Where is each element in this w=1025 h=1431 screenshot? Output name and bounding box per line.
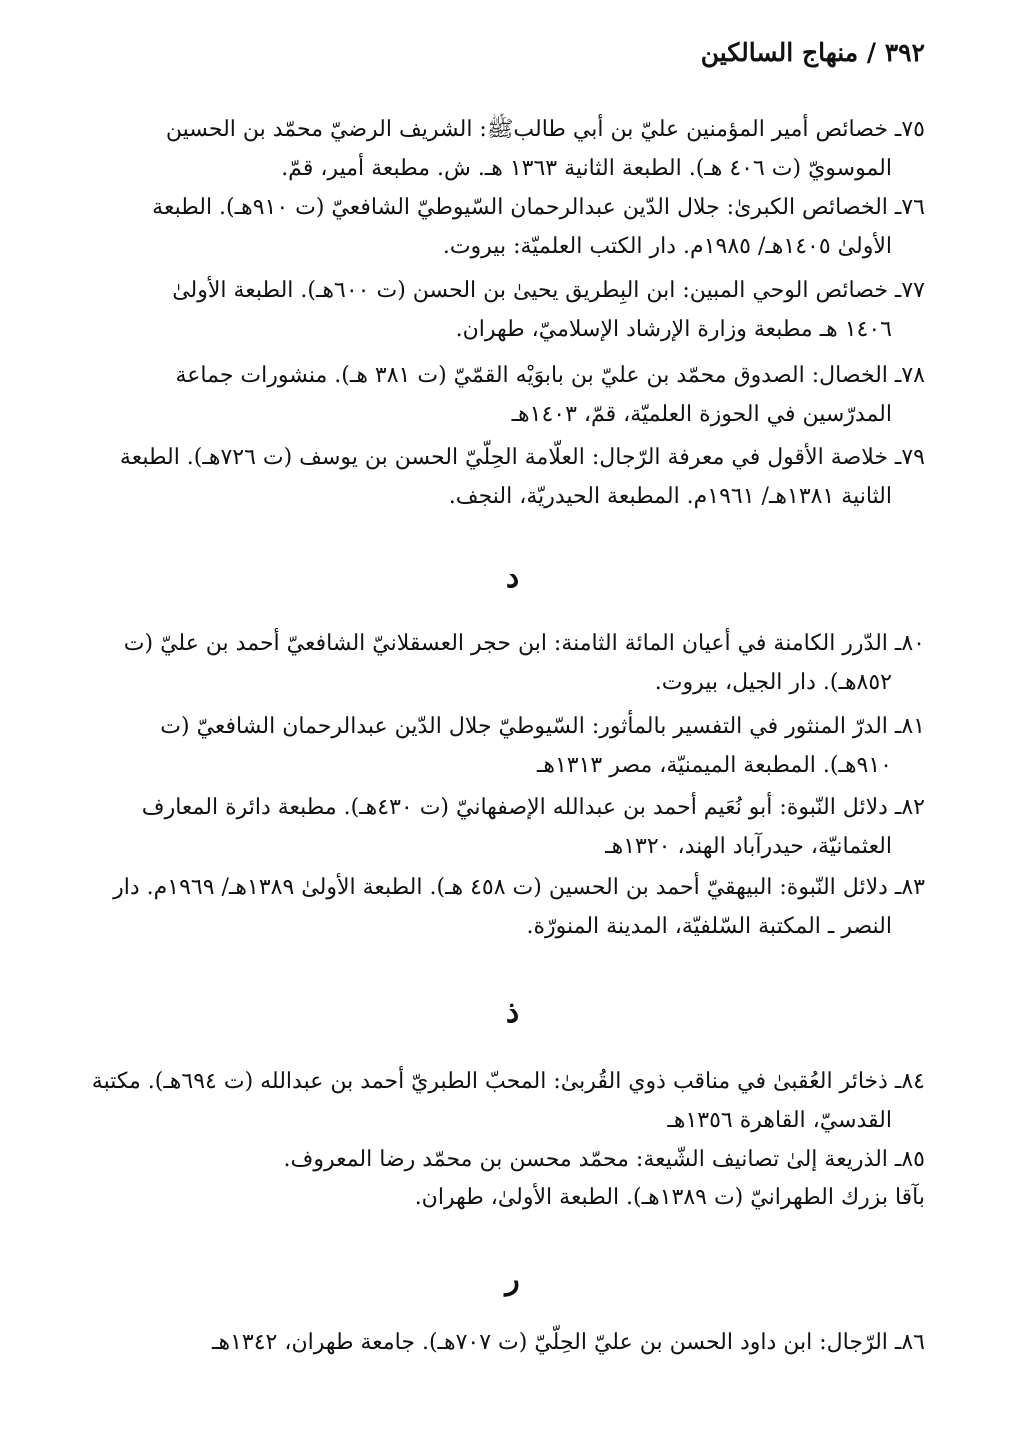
bibliography-entry	[100, 188, 925, 266]
bibliography-entry	[100, 624, 925, 702]
entry-line: ٩١٠هـ). المطبعة الميمنيّة، مصر ١٣١٣هـ	[536, 753, 892, 778]
entry-line: ٨٦ـ الرّجال: ابن داود الحسن بن عليّ الحِلّيّ (ت ٧٠٧هـ). جامعة طهران، ١٣٤٢هـ	[212, 1330, 925, 1355]
bibliography-entry	[100, 356, 925, 434]
entry-line: ٧٧ـ خصائص الوحي المبين: ابن البِطريق يحيىٰ بن الحسن (ت ٦٠٠هـ). الطبعة الأولىٰ	[172, 278, 925, 303]
entry-line: النصر ـ المكتبة السّلفيّة، المدينة المنورّة.	[526, 914, 892, 939]
entry-line: ٧٩ـ خلاصة الأقول في معرفة الرّجال: العلّامة الحِلّيّ الحسن بن يوسف (ت ٧٢٦هـ). الطبعة	[119, 445, 925, 470]
entry-line: العثمانيّة، حيدرآباد الهند، ١٣٢٠هـ	[605, 834, 892, 859]
entry-line: ٧٥ـ خصائص أمير المؤمنين عليّ بن أبي طالب‌‌‌‌‌‌‌ﷺ: الشريف الرضيّ محمّد بن الحسين	[165, 117, 925, 142]
entry-line: الثانية ١٣٨١هـ/ ١٩٦١م. المطبعة الحيدريّة، النجف.	[448, 484, 892, 509]
entry-line: المدرّسين في الحوزة العلميّة، قمّ، ١٤٠٣هـ	[511, 402, 892, 427]
entry-line: بآقا بزرك الطهرانيّ (ت ١٣٨٩هـ). الطبعة الأولىٰ، طهران.	[414, 1185, 925, 1210]
bibliography-entry	[100, 1323, 925, 1362]
bibliography-entry	[100, 1178, 925, 1217]
bibliography-entry	[100, 707, 925, 785]
bibliography-entry	[100, 271, 925, 349]
section-letter-ra: ر	[505, 1262, 520, 1297]
entry-line: ٧٨ـ الخصال: الصدوق محمّد بن عليّ بن بابوَيْه القمّيّ (ت ٣٨١ هـ). منشورات جماعة	[175, 363, 925, 388]
entry-line: ٨٣ـ دلائل النّبوة: البيهقيّ أحمد بن الحسين (ت ٤٥٨ هـ). الطبعة الأولىٰ ١٣٨٩هـ/ ١٩٦٩م. دار	[113, 875, 925, 900]
entry-line: القدسيّ، القاهرة ١٣٥٦هـ	[667, 1108, 892, 1133]
bibliography-entry	[100, 788, 925, 866]
section-letter-dal: د	[505, 560, 520, 595]
entry-line: ٧٦ـ الخصائص الكبرىٰ: جلال الدّين عبدالرحمان السّيوطيّ الشافعيّ (ت ٩١٠هـ). الطبعة	[152, 195, 925, 220]
entry-line: الموسويّ (ت ٤٠٦ هـ). الطبعة الثانية ١٣٦٣ هـ. ش. مطبعة أمير، قمّ.	[281, 156, 892, 181]
bibliography-entry	[100, 438, 925, 516]
bibliography-entry	[100, 1140, 925, 1179]
bibliography-entry	[100, 110, 925, 188]
section-letter-dhal: ذ	[505, 995, 520, 1030]
bibliography-entry	[91, 1062, 925, 1140]
entry-line: ٨٤ـ ذخائر العُقبىٰ في مناقب ذوي القُربىٰ: المحبّ الطبريّ أحمد بن عبدالله (ت ٦٩٤هـ). مكتبة	[91, 1069, 925, 1094]
entry-line: الأولىٰ ١٤٠٥هـ/ ١٩٨٥م. دار الكتب العلميّة: بيروت.	[442, 234, 892, 259]
entry-line: ٨١ـ الدرّ المنثور في التفسير بالمأثور: السّيوطيّ جلال الدّين عبدالرحمان الشافعيّ (ت	[160, 714, 925, 739]
page-header: ٣٩٢ / منهاج السالكين	[700, 38, 925, 67]
entry-line: ٨٥ـ الذريعة إلىٰ تصانيف الشّيعة: محمّد محسن بن محمّد رضا المعروف.	[283, 1147, 925, 1172]
entry-line: ١٤٠٦ هـ مطبعة وزارة الإرشاد الإسلاميّ، طهران.	[455, 317, 892, 342]
bibliography-entry	[100, 868, 925, 946]
entry-line: ٨٢ـ دلائل النّبوة: أبو نُعَيم أحمد بن عبدالله الإصفهانيّ (ت ٤٣٠هـ). مطبعة دائرة المعارف	[141, 795, 925, 820]
entry-line: ٨٥٢هـ). دار الجيل، بيروت.	[654, 670, 892, 695]
entry-line: ٨٠ـ الدّرر الكامنة في أعيان المائة الثامنة: ابن حجر العسقلانيّ الشافعيّ أحمد بن عليّ (ت	[123, 631, 925, 656]
